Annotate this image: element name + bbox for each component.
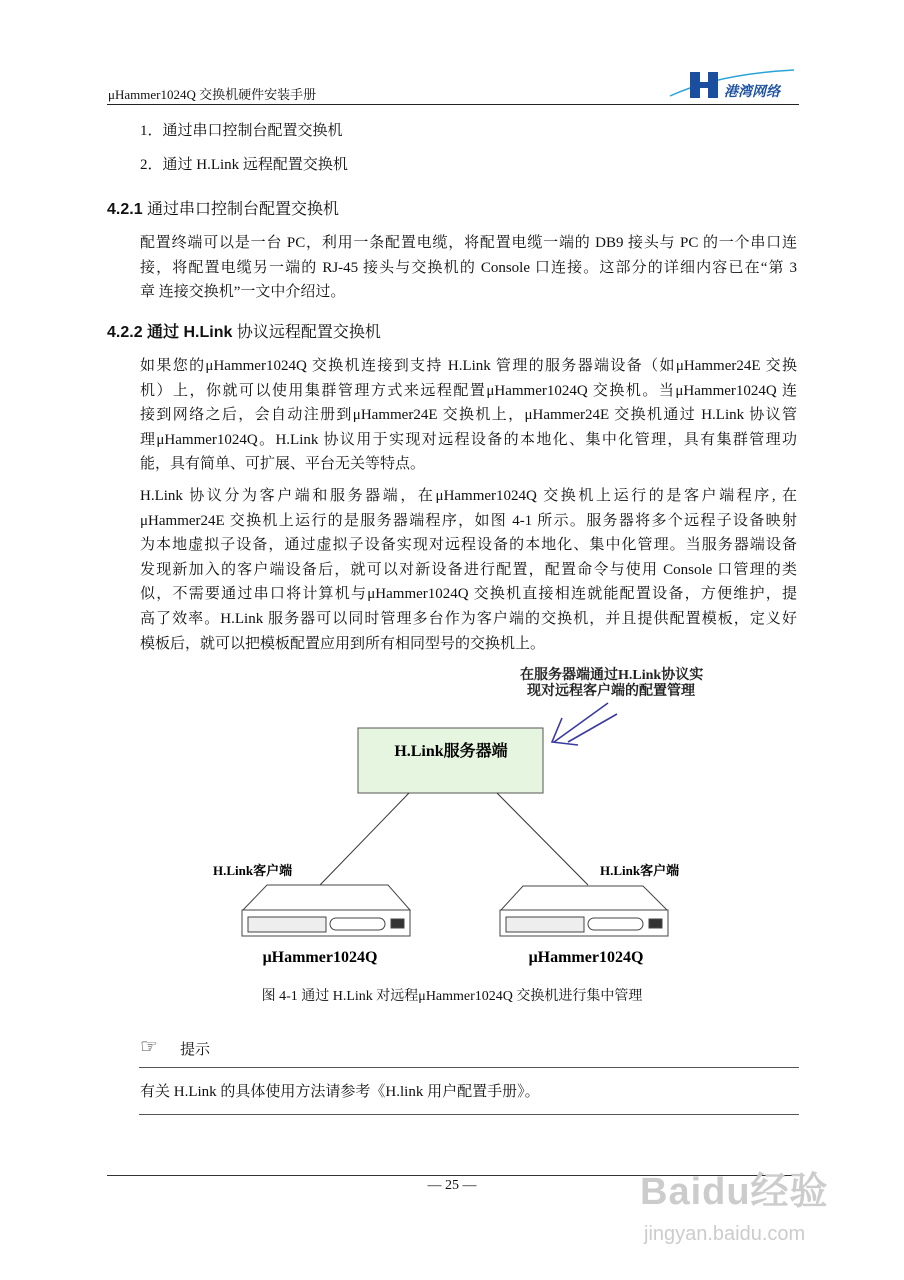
text-line: 模板后，就可以把模板配置应用到所有相同型号的交换机上。 xyxy=(140,635,546,652)
text-line: 如果您的μHammer1024Q 交换机连接到支持 H.Link 管理的服务器端设备（如μHammer24E 交换 xyxy=(140,358,797,374)
connection-line xyxy=(497,793,588,885)
section-heading-4-2-2 xyxy=(107,319,381,342)
section-title: 协议远程配置交换机 xyxy=(236,324,381,341)
device-label: μHammer1024Q xyxy=(528,949,644,966)
section-heading-4-2-1 xyxy=(107,196,339,219)
text-line: 为本地虚拟子设备，通过虚拟子设备实现对远程设备的本地化、集中化管理。当服务器端设备 xyxy=(140,537,797,554)
paragraph xyxy=(140,484,797,656)
text-line: H.Link 协议分为客户端和服务器端，在μHammer1024Q 交换机上运行的是客户端程序, 在 xyxy=(140,488,797,504)
hlink-diagram xyxy=(190,660,710,980)
list-item: 1．通过串口控制台配置交换机 xyxy=(140,123,343,139)
switch-device-icon xyxy=(500,886,668,936)
annotation-line: 在服务器端通过H.Link协议实 xyxy=(520,668,704,683)
client-label: H.Link客户端 xyxy=(600,863,680,878)
figure-caption: 图 4-1 通过 H.Link 对远程μHammer1024Q 交换机进行集中管理 xyxy=(261,989,643,1004)
watermark xyxy=(640,1160,829,1246)
switch-device-icon xyxy=(242,885,410,936)
text-line: 机）上，你就可以使用集群管理方式来远程配置μHammer1024Q 交换机。当μHammer1024Q 连 xyxy=(140,382,797,399)
connection-line xyxy=(320,793,409,885)
client-label: H.Link客户端 xyxy=(213,863,293,878)
arrow-icon xyxy=(552,703,617,745)
tip-label: 提示 xyxy=(180,1042,211,1058)
pointing-hand-icon: ☞ xyxy=(140,1036,158,1058)
text-line: 接到网络之后，会自动注册到μHammer24E 交换机上，μHammer24E 交换机通过 H.Link 协议管 xyxy=(140,407,797,424)
text-line: 配置终端可以是一台 PC，利用一条配置电缆，将配置电缆一端的 DB9 接头与 PC 的一个串口连 xyxy=(140,235,797,251)
paragraph xyxy=(140,354,797,477)
tip-bottom-rule xyxy=(139,1114,799,1115)
section-number: 4.2.2 xyxy=(107,324,143,341)
text-line: μHammer24E 交换机上运行的是服务器端程序，如图 4-1 所示。服务器将多个远程子设备映射 xyxy=(140,512,797,529)
watermark-url: jingyan.baidu.com xyxy=(644,1223,806,1245)
company-logo xyxy=(668,66,798,102)
server-label: H.Link服务器端 xyxy=(394,743,508,760)
logo-text: 港湾网络 xyxy=(724,85,780,100)
text-line: 接，将配置电缆另一端的 RJ-45 接头与交换机的 Console 口连接。这部分的详细内容已在“第 3 xyxy=(140,259,797,276)
text-line: 能，具有简单、可扩展、平台无关等特点。 xyxy=(140,456,426,473)
section-title: 通过串口控制台配置交换机 xyxy=(147,201,340,218)
section-title-bold: 通过 H.Link xyxy=(147,324,233,341)
text-line: 高了效率。H.Link 服务器可以同时管理多台作为客户端的交换机，并且提供配置模板，定义好 xyxy=(140,610,797,627)
header-title: μHammer1024Q 交换机硬件安装手册 xyxy=(108,87,317,102)
text-line: 理μHammer1024Q。H.Link 协议用于实现对远程设备的本地化、集中化管理，具有集群管理功 xyxy=(140,431,797,448)
server-box xyxy=(358,728,543,793)
watermark-brand: Baidu经验 xyxy=(640,1171,829,1213)
section-number: 4.2.1 xyxy=(107,201,143,218)
device-label: μHammer1024Q xyxy=(262,949,378,966)
paragraph xyxy=(140,231,797,305)
page-number: — 25 — xyxy=(427,1178,477,1193)
tip-top-rule xyxy=(139,1067,799,1068)
tip-text: 有关 H.Link 的具体使用方法请参考《H.link 用户配置手册》。 xyxy=(140,1084,540,1100)
text-line: 发现新加入的客户端设备后，就可以对新设备进行配置，配置命令与使用 Console 口管理的类 xyxy=(140,561,797,578)
header-divider xyxy=(107,104,799,105)
text-line: 章 连接交换机”一文中介绍过。 xyxy=(140,284,346,301)
list-item: 2．通过 H.Link 远程配置交换机 xyxy=(140,157,348,173)
annotation-line: 现对远程客户端的配置管理 xyxy=(527,684,695,699)
text-line: 似，不需要通过串口将计算机与μHammer1024Q 交换机直接相连就能配置设备，方便维护，提 xyxy=(140,586,797,603)
